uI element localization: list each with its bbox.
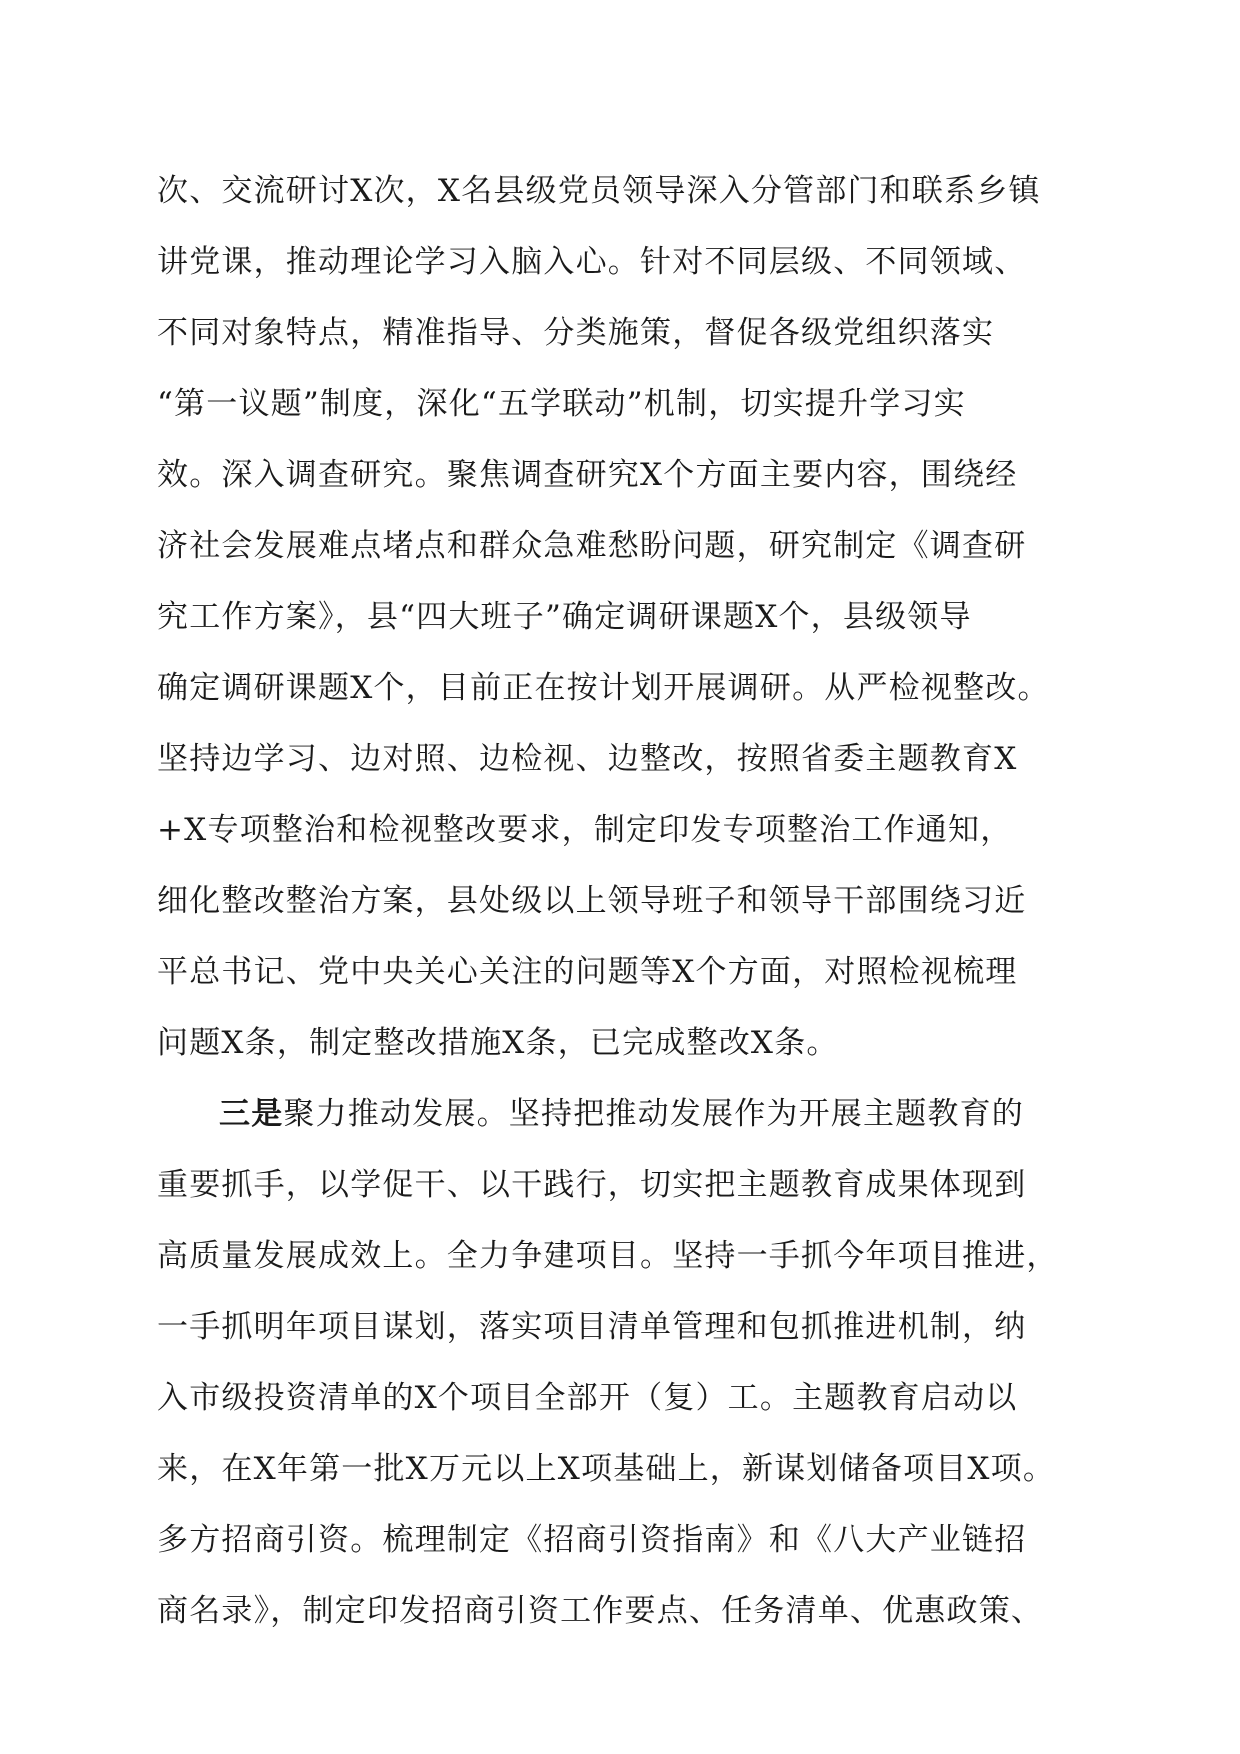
text-line: 平总书记、党中央关心关注的问题等X个方面，对照检视梳理	[157, 954, 1018, 990]
text-line: 讲党课，推动理论学习入脑入心。针对不同层级、不同领域、	[157, 244, 1027, 280]
paragraph-first-line-text: 聚力推动发展。坚持把推动发展作为开展主题教育的	[283, 1096, 1025, 1132]
text-line: 确定调研课题X个，目前正在按计划开展调研。从严检视整改。	[157, 670, 1050, 706]
text-line: 次、交流研讨X次，X名县级党员领导深入分管部门和联系乡镇	[157, 173, 1041, 209]
paragraph-lead: 三是	[219, 1096, 284, 1132]
text-line: +X专项整治和检视整改要求，制定印发专项整治工作通知，	[157, 812, 1013, 848]
text-line: 来，在X年第一批X万元以上X项基础上，新谋划储备项目X项。	[157, 1451, 1056, 1487]
text-line: 究工作方案》，县“四大班子”确定调研课题X个，县级领导	[157, 599, 972, 635]
text-line: 高质量发展成效上。全力争建项目。坚持一手抓今年项目推进，	[157, 1238, 1059, 1274]
text-line: 不同对象特点，精准指导、分类施策，督促各级党组织落实	[157, 315, 995, 351]
text-line: 重要抓手，以学促干、以干践行，切实把主题教育成果体现到	[157, 1167, 1027, 1203]
text-line: 入市级投资清单的X个项目全部开（复）工。主题教育启动以	[157, 1380, 1018, 1416]
text-line: 坚持边学习、边对照、边检视、边整改，按照省委主题教育X	[157, 741, 1018, 777]
text-line: 多方招商引资。梳理制定《招商引资指南》和《八大产业链招	[157, 1522, 1027, 1558]
text-line: 细化整改整治方案，县处级以上领导班子和领导干部围绕习近	[157, 883, 1027, 919]
text-line: 效。深入调查研究。聚焦调查研究X个方面主要内容，围绕经	[157, 457, 1018, 493]
text-line: 济社会发展难点堵点和群众急难愁盼问题，研究制定《调查研	[157, 528, 1027, 564]
text-line: 问题X条，制定整改措施X条，已完成整改X条。	[157, 1025, 839, 1061]
text-line: 一手抓明年项目谋划，落实项目清单管理和包抓推进机制，纳	[157, 1309, 1027, 1345]
text-line: “第一议题”制度，深化“五学联动”机制，切实提升学习实	[157, 386, 966, 422]
text-line: 商名录》，制定印发招商引资工作要点、任务清单、优惠政策、	[157, 1593, 1044, 1629]
paragraph-first-line	[219, 1094, 1024, 1134]
